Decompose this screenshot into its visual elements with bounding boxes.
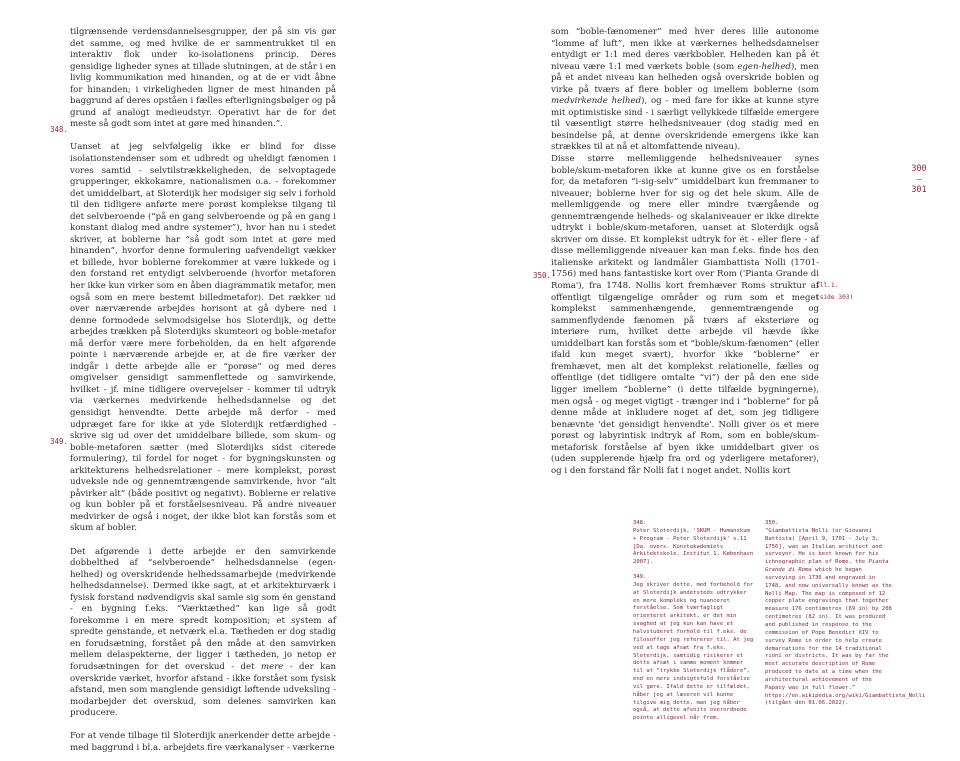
folio-dash: — xyxy=(916,174,922,185)
paragraph: tilgrænsende verdensdannelsesgrupper, der på sin vis gør det samme, og med hvilke de er sammentrukket til en interaktiv flok under ko-isolationens princip. Deres gensidige ligheder synes at tillade slutningen, at de står i en livlig kommunikation med hinanden, og at de er vidt åbne for hinanden; i virkeligheden ligner de mest hinanden på baggrund af deres opståen i fælles efterligningsbølger og på grund af analogt medieudstyr. Operativt har de for det meste så godt som intet at gøre med hinanden.”. xyxy=(70,27,336,130)
footnote-number: 348. xyxy=(633,520,647,526)
footnote-number: 350. xyxy=(765,520,779,526)
footnotes-left xyxy=(633,520,755,723)
footnotes-right xyxy=(765,520,926,708)
margin-note-number: 348. xyxy=(50,125,69,134)
paragraph xyxy=(70,547,336,720)
right-page-text xyxy=(551,27,819,477)
emphasis: mere xyxy=(260,661,284,672)
text-run: ), og - med fare for ikke at kunne styre mit optimistiske sind - i særligt vellykkede tilfælde emergere til væsentligt større helhedsniveauer (dog stadig med en besindelse på, at denne overskridende emergens ikke kan strækkes til at nå et altomfattende niveau). xyxy=(551,96,819,153)
figure-page: (side 303) xyxy=(816,293,854,301)
margin-note-number: 350. xyxy=(533,271,552,280)
folio-right: 301 xyxy=(911,185,927,195)
text-run: Uanset at jeg selvfølgelig ikke er blind for disse isolationstendenser som et udbredt og uheldigt fænomen i vores samtid - selvtilstrækkeligheden, de selvoptagede grupperinger, ekkokamre, nationalismen o.a. - forekommer det umiddelbart, at Sloterdijk her modsiger sig selv i forhold til den tidligere anførte mere porøst komplekse tilgang til det selvberoende (“på en gang selvberoende og på en gang i konstant dialog med andre systemer”), hvor han nu i stedet skriver, at boblerne har “så godt som intet at gøre med hinanden”, hvorfor denne formulering uafvendeligt vækker et billede, hvor boblerne forekommer at være lukkede og i den forstand ret entydigt selvberoende (hvorfor metaforen her ikke kun virker som en åben diagrammatik metafor, men også som en mere bestemt billedmetafor). Det rækker ud over nærværende arbejdes horisont at gå dybere ned i denne formodede selvmodsigelse hos Sloterdijk, og dette arbejdes trækken på Sloterdijks skumteori og boble-metafor må derfor være mere forbeholden, da en helt afgørende pointe i nærværende arbejde er, at de fire værker der indgår i dette arbejde alle er “porøse” og med deres omgivelser gensidigt sammenflettede og samvirkende, hvilket - jf. mine tidligere overvejelser - kommer til udtryk via værkernes medvirkende helhedsdannelse og det gensidigt henvendte. Dette arbejde må derfor - med udpræget fare for ikke at yde Sloterdijk retfærdighed - skrive sig ud over det umiddelbare billede, som skum- og xyxy=(70,142,336,442)
left-page-text xyxy=(70,27,336,754)
text-run: landmåler Giambattista Nolli (1701-1756) med hans fantastiske kort over Rom ('Pianta Grande di Roma'), fra 1748. Nollis kort fremhæver Roms struktur af offentligt tilgængelige områder og rum som et meget komplekst sammenhængende, gennemtrængende og sammenflydende fænomen på tværs af eksteriøre og interiøre rum, hvilket dette arbejde vil hævde ikke umiddelbart kan forstås som et “boble/skum-fænomen” (eller ifald kun meget svært), hvorfor ikke “boblerne” er fremhævet, men alt det komplekst relationelle, fælles og offentlige (det tidligere omtalte “vi”) der på den ene side ligger imellem “boblerne” (i dette tilfælde bygningerne), men også - og meget vigtigt - trænger ind i “boblerne” for på denne måde at inkludere noget af det, som jeg tidligere benævnte 'det gensidigt henvendte'. Nolli giver os et mere porøst og labyrintisk indtryk af Rom, som en boble/skum-metaforisk forståelse af byen ikke umiddelbart giver os (uden supplerende hjælp fra ord og yderligere metaforer), og i den forstand får Nolli fat i noget andet. Nollis kort xyxy=(551,257,819,476)
text-run: boble-metaforen sætter (med Sloterdijks sidst citerede formulering), til fordel for noget - for bygningskunsten og arkitekturens helhedsrelationer - mere komplekst, porøst udveksle nde og gennemtrængende samvirkende, hvor “alt påvirker alt” (både positivt og negativt). Boblerne er relative og kun bobler på et forståelsesniveau. På andre niveauer medvirker de også i noget, der ikke blot kan forstås som et skum af bobler. xyxy=(70,442,336,534)
footnote-text: Peter Sloterdijk, 'SKUM - Humanskum + Program - Peter Sloterdijk' s.11 [Da. overs. Kunstakademiets Arkitektskole, Institut 1, København 2007]. xyxy=(633,527,754,566)
figure-reference[interactable] xyxy=(816,280,853,303)
figure-label: Ill.1. xyxy=(816,282,839,289)
footnote-text: Jeg skriver dette, med forbehold for at Sloterdijk andetsteds udtrykker en mere kompleks og nuanceret forståelse. Som tværfagligt orienteret arkitekt, er det min svaghed at jeg kun kan have et halvstuderet forhold til f.eks. de filosoffer jeg refererer til. At jeg ved at tage afsæt fra f.eks. Sloterdijk, samtidig risikerer et dette afsæt i samme moment kommer til at “trykke Sloterdijk flådere”, end en mere indsigtsfuld forståelse vil gøre. Ifald dette er tilfældet, håber jeg at læseren vil kunne tilgive mig dette, man jeg håber også, at dette afsnits overordnede pointe alligevel når frem. xyxy=(633,581,754,722)
text-run: - der kan overskride værket, hvorfor afstand - ikke forstået som fysisk afstand, men som manglende gensidigt løftende udveksling - modarbejder det overskud, som delenes samvirken kan producere. xyxy=(70,661,336,719)
page-folio xyxy=(905,164,933,196)
text-run: ), men på et andet niveau kan helheden også overskride boblen og virke på tværs af flere bobler og imellem boblerne (som xyxy=(551,61,819,95)
paragraph: For at vende tilbage til Sloterdijk anerkender dette arbejde - med baggrund i bl.a. arbejdets fire værkanalyser - værkerne xyxy=(70,731,336,753)
emphasis: medvirkende helhed xyxy=(551,96,642,107)
emphasis: egen-helhed xyxy=(737,61,791,72)
paragraph xyxy=(551,27,819,154)
margin-note-number: 349. xyxy=(50,437,69,446)
emphasis: Pianta Grande di Roma xyxy=(765,559,889,574)
text-run: Disse større mellemliggende helhedsniveauer synes boble/skum-metaforen ikke at kunne give os en forståelse for, da metaforen “i-sig-selv” umiddelbart kun fremmaner to niveauer; boblerne hver for sig og det hele skum. Alle de mellemliggende og mere eller mindre tværgående og gennemtrængende helheds- og skalaniveauer er ikke direkte udtrykt i boble/skum-metaforen, uanset at Sloterdijk også skriver om disse. Et komplekst udtryk for ét - eller flere - af disse mellemliggende niveauer kan man f.eks. finde hos den italienske arkitekt og xyxy=(551,154,819,268)
text-run: which he began surveying in 1736 and engraved in 1748, and now universally known as the Nolli Map. The map is composed of 12 copper plate engravings that together measure 176 centimetres (69 in) by 208 centimetres (82 in). It was produced and published in response to the commission of Pope Benedict XIV to survey Rome in order to help create demarcations for the 14 traditional rioni or districts. It was by far the most accurate description of Rome produced to date at a time when the architectural achievement of the Papacy was in full flower.” https://en.wikipedia.org/wiki/Giambattista_Nolli (tilgået den 01.06.2022). xyxy=(765,567,926,707)
paragraph xyxy=(551,154,819,477)
text-run: som “boble-fænomener” med hver deres lille autonome “lomme af luft”, men ikke at værkernes helhedsdannelser entydigt er 1:1 med deres værkbobler. Helheden kan på ét niveau være 1:1 med værkets boble (som xyxy=(551,27,819,72)
folio-left: 300 xyxy=(911,164,927,174)
footnote-text xyxy=(765,527,926,708)
text-run: “Giambattista Nolli (or Giovanni Battista) [April 9, 1701 - July 3, 1756], was an Italian architect and surveyor. He is best known for his ichnographic plan of Rome, the xyxy=(765,527,882,566)
text-run: Det afgørende i dette arbejde er den samvirkende dobbelthed af “selvberoende” helhedsdannelse (egen-helhed) og overskridende helhedssamarbejde (medvirkende helhedsdannelse). Dermed ikke sagt, at et arkitekturværk i fysisk forstand nødvendigvis skal samle sig som én genstand - en bygning f.eks. “Værktæthed” kan lige så godt forekomme i en mere spredt komposition; et system af spredte genstande, et netværk el.a. Tætheden er dog stadig en forudsætning, forstået på den måde at den samvirken mellem delaspekterne, der ligger i tætheden, jo netop er forudsætningen for det overskud - det xyxy=(70,546,336,672)
footnote-number: 349. xyxy=(633,574,647,581)
paragraph xyxy=(70,142,336,535)
